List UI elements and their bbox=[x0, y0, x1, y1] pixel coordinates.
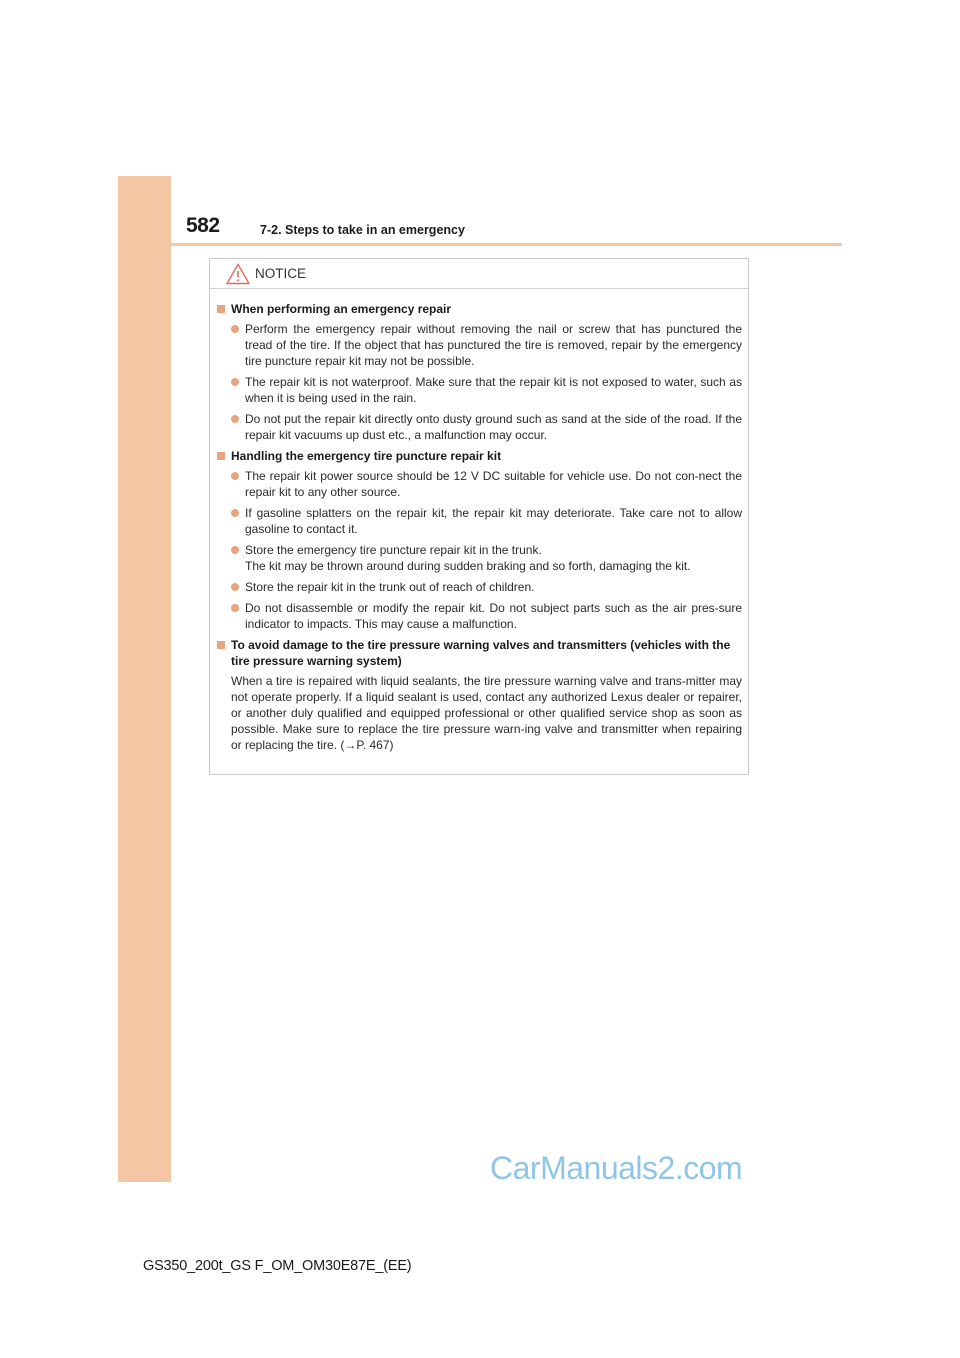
square-bullet-icon bbox=[217, 641, 225, 649]
section-heading bbox=[215, 448, 742, 464]
square-bullet-icon bbox=[217, 305, 225, 313]
circle-bullet-icon bbox=[231, 325, 239, 333]
section-title: 7-2. Steps to take in an emergency bbox=[260, 223, 465, 237]
notice-header bbox=[210, 259, 748, 289]
notice-label: NOTICE bbox=[255, 266, 307, 281]
circle-bullet-icon bbox=[231, 378, 239, 386]
circle-bullet-icon bbox=[231, 472, 239, 480]
list-item-text: Do not put the repair kit directly onto dusty ground such as sand at the side of the road. If the repair kit vacuums up dust etc., a malfunction may occur. bbox=[245, 412, 742, 442]
notice-body bbox=[210, 289, 748, 753]
circle-bullet-icon bbox=[231, 546, 239, 554]
section-heading-text: To avoid damage to the tire pressure warning valves and transmitters (vehicles with the tire pressure warning system) bbox=[231, 638, 731, 668]
section-paragraph: When a tire is repaired with liquid sealants, the tire pressure warning valve and trans-mitter may not operate properly. If a liquid sealant is used, contact any authorized Lexus dealer or repairer, or another duly qualified and equipped professional or other qualified service shop as soon as possible. Make sure to replace the tire pressure warn-ing valve and transmitter when repairing or replacing the tire. (→P. 467) bbox=[231, 674, 742, 752]
list-item-text: Do not disassemble or modify the repair kit. Do not subject parts such as the air pres-sure indicator to impacts. This may cause a malfunction. bbox=[245, 601, 742, 631]
circle-bullet-icon bbox=[231, 415, 239, 423]
list-item bbox=[231, 321, 742, 369]
list-item-line: Store the emergency tire puncture repair kit in the trunk. bbox=[245, 543, 542, 557]
square-bullet-icon bbox=[217, 452, 225, 460]
watermark: CarManuals2.com bbox=[490, 1150, 743, 1186]
circle-bullet-icon bbox=[231, 509, 239, 517]
list-item-text: Perform the emergency repair without removing the nail or screw that has punctured the tread of the tire. If the object that has punctured the tire is removed, repair by the emergency tire puncture repair kit may not be possible. bbox=[245, 322, 742, 368]
footer-code: GS350_200t_GS F_OM_OM30E87E_(EE) bbox=[143, 1258, 412, 1274]
page-number: 582 bbox=[186, 214, 220, 237]
list-item bbox=[231, 411, 742, 443]
list-item-line: The kit may be thrown around during sudden braking and so forth, damaging the kit. bbox=[245, 559, 691, 573]
circle-bullet-icon bbox=[231, 604, 239, 612]
notice-box bbox=[209, 258, 749, 775]
list-item-text: Store the repair kit in the trunk out of reach of children. bbox=[245, 580, 535, 594]
section-heading-text: Handling the emergency tire puncture repair kit bbox=[231, 449, 502, 463]
list-item bbox=[231, 579, 742, 595]
warning-triangle-icon bbox=[226, 263, 250, 285]
circle-bullet-icon bbox=[231, 583, 239, 591]
section-heading bbox=[215, 637, 742, 669]
list-item bbox=[231, 600, 742, 632]
list-item bbox=[231, 468, 742, 500]
list-item-text bbox=[245, 542, 742, 574]
list-item-text: If gasoline splatters on the repair kit, the repair kit may deteriorate. Take care not to allow gasoline to contact it. bbox=[245, 506, 742, 536]
section-heading bbox=[215, 301, 742, 317]
list-item-text: The repair kit is not waterproof. Make sure that the repair kit is not exposed to water, such as when it is being used in the rain. bbox=[245, 375, 742, 405]
section-heading-text: When performing an emergency repair bbox=[231, 302, 452, 316]
header-rule bbox=[118, 243, 842, 246]
side-band bbox=[118, 176, 171, 1182]
list-item bbox=[231, 374, 742, 406]
list-item bbox=[231, 505, 742, 537]
list-item bbox=[231, 542, 742, 574]
list-item-text: The repair kit power source should be 12 V DC suitable for vehicle use. Do not con-nect the repair kit to any other source. bbox=[245, 469, 742, 499]
